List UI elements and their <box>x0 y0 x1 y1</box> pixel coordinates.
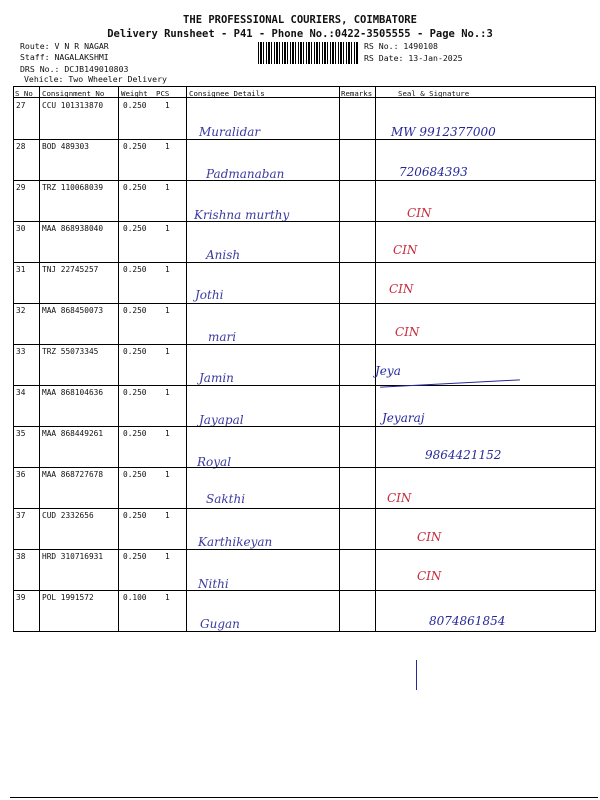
rs-date: RS Date: 13-Jan-2025 <box>364 53 463 63</box>
row-weight: 0.250 <box>123 347 147 356</box>
row-signature: CIN <box>389 282 414 296</box>
row-sno: 39 <box>16 593 26 602</box>
company-title: THE PROFESSIONAL COURIERS, COIMBATORE <box>183 14 417 26</box>
row-consignee-name: Nithi <box>198 577 229 591</box>
row-sno: 31 <box>16 265 26 274</box>
row-consignment-no: MAA 868727678 <box>42 470 104 479</box>
runsheet-subtitle: Delivery Runsheet - P41 - Phone No.:0422-3505555 - Page No.:3 <box>107 28 493 40</box>
runsheet-table <box>13 86 596 632</box>
row-pcs: 1 <box>165 306 170 315</box>
route-label: Route: V N R NAGAR <box>20 41 109 51</box>
row-consignee-name: Jamin <box>199 371 234 385</box>
table-row <box>13 139 596 180</box>
row-sno: 36 <box>16 470 26 479</box>
table-row <box>13 303 596 344</box>
row-weight: 0.100 <box>123 593 147 602</box>
row-weight: 0.250 <box>123 101 147 110</box>
table-row <box>13 98 596 139</box>
rs-number: RS No.: 1490108 <box>364 41 438 51</box>
row-pcs: 1 <box>165 593 170 602</box>
drs-number: DRS No.: DCJB149010803 <box>20 64 129 74</box>
row-sno: 27 <box>16 101 26 110</box>
row-sno: 28 <box>16 142 26 151</box>
row-consignee-name: Anish <box>206 248 241 262</box>
row-consignment-no: CUD 2332656 <box>42 511 94 520</box>
barcode-image <box>258 42 358 64</box>
row-weight: 0.250 <box>123 306 147 315</box>
row-consignment-no: MAA 868938040 <box>42 224 104 233</box>
header-seal-signature: Seal & Signature <box>398 89 470 98</box>
row-signature: Jeyaraj <box>382 411 425 425</box>
row-consignment-no: CCU 101313870 <box>42 101 104 110</box>
row-pcs: 1 <box>165 183 170 192</box>
table-row <box>13 590 596 631</box>
row-pcs: 1 <box>165 552 170 561</box>
row-signature: CIN <box>417 569 442 583</box>
row-signature: CIN <box>417 530 442 544</box>
row-signature: 9864421152 <box>425 448 502 462</box>
row-signature: CIN <box>407 206 432 220</box>
table-row <box>13 180 596 221</box>
table-row <box>13 467 596 508</box>
row-sno: 32 <box>16 306 26 315</box>
header-consignment: Consignment No <box>42 89 105 98</box>
row-consignee-name: Padmanaban <box>206 167 285 181</box>
row-divider <box>13 631 596 632</box>
header-sno: S No <box>15 89 33 98</box>
header-remarks: Remarks <box>341 89 373 98</box>
row-consignment-no: BOD 489303 <box>42 142 89 151</box>
table-row <box>13 385 596 426</box>
table-row <box>13 426 596 467</box>
row-weight: 0.250 <box>123 470 147 479</box>
row-pcs: 1 <box>165 224 170 233</box>
row-sno: 34 <box>16 388 26 397</box>
row-weight: 0.250 <box>123 265 147 274</box>
page-bottom-rule <box>10 797 598 798</box>
row-weight: 0.250 <box>123 429 147 438</box>
row-consignment-no: MAA 868449261 <box>42 429 104 438</box>
row-consignee-name: Sakthi <box>206 492 246 506</box>
row-consignment-no: TNJ 22745257 <box>42 265 99 274</box>
row-sno: 35 <box>16 429 26 438</box>
row-consignee-name: Gugan <box>200 617 240 631</box>
row-consignee-name: Royal <box>197 455 232 469</box>
row-signature: CIN <box>393 243 418 257</box>
row-sno: 30 <box>16 224 26 233</box>
row-signature: 720684393 <box>399 165 468 179</box>
row-sno: 38 <box>16 552 26 561</box>
row-consignee-name: Jothi <box>195 288 224 302</box>
row-consignment-no: HRD 310716931 <box>42 552 104 561</box>
table-row <box>13 221 596 262</box>
row-consignee-name: Jayapal <box>199 413 244 427</box>
row-consignee-name: Muralidar <box>199 125 261 139</box>
row-signature: CIN <box>395 325 420 339</box>
table-row <box>13 508 596 549</box>
row-pcs: 1 <box>165 429 170 438</box>
row-sno: 33 <box>16 347 26 356</box>
row-signature: MW 9912377000 <box>391 125 496 139</box>
table-row <box>13 344 596 385</box>
row-pcs: 1 <box>165 101 170 110</box>
table-row <box>13 262 596 303</box>
row-consignee-name: mari <box>208 330 237 344</box>
row-consignee-name: Krishna murthy <box>194 208 290 222</box>
row-signature: 8074861854 <box>429 614 506 628</box>
row-consignment-no: MAA 868450073 <box>42 306 104 315</box>
row-pcs: 1 <box>165 265 170 274</box>
row-signature: Jeya <box>375 364 401 378</box>
row-consignment-no: POL 1991572 <box>42 593 94 602</box>
row-weight: 0.250 <box>123 224 147 233</box>
row-pcs: 1 <box>165 388 170 397</box>
row-sno: 37 <box>16 511 26 520</box>
staff-label: Staff: NAGALAKSHMI <box>20 52 109 62</box>
table-row <box>13 549 596 590</box>
vehicle-label: Vehicle: Two Wheeler Delivery <box>24 74 167 84</box>
row-signature: CIN <box>387 491 412 505</box>
row-weight: 0.250 <box>123 142 147 151</box>
row-consignment-no: TRZ 110068039 <box>42 183 104 192</box>
row-weight: 0.250 <box>123 552 147 561</box>
row-pcs: 1 <box>165 142 170 151</box>
row-pcs: 1 <box>165 511 170 520</box>
row-weight: 0.250 <box>123 388 147 397</box>
header-consignee: Consignee Details <box>189 89 265 98</box>
row-consignee-name: Karthikeyan <box>198 535 273 549</box>
header-pcs: PCS <box>156 89 170 98</box>
row-consignment-no: MAA 868104636 <box>42 388 104 397</box>
row-consignment-no: TRZ 55073345 <box>42 347 99 356</box>
pen-mark <box>416 660 417 690</box>
row-pcs: 1 <box>165 470 170 479</box>
row-weight: 0.250 <box>123 511 147 520</box>
row-weight: 0.250 <box>123 183 147 192</box>
header-weight: Weight <box>121 89 148 98</box>
row-pcs: 1 <box>165 347 170 356</box>
row-sno: 29 <box>16 183 26 192</box>
